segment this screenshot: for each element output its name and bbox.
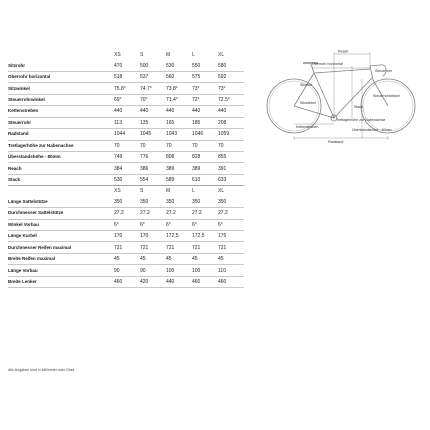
size-header-cell: XL [218,52,225,59]
size-header-cell: XS [114,52,121,59]
row-label: Breite Reifen maximal [8,253,114,264]
row-label: Durchmesser Reifen maximal [8,242,114,253]
row-value: 389 [166,163,192,174]
row-value: 45 [140,253,166,264]
row-value: 721 [140,242,166,253]
diagram-label-steuerrohr: Steuerrohr [375,69,392,73]
row-value: 500 [140,60,166,71]
row-value: 592 [218,71,244,82]
row-value: 208 [218,117,244,128]
row-value: 45 [218,253,244,264]
row-value: 350 [218,197,244,208]
row-value: 27.2 [218,208,244,219]
row-value: 350 [140,197,166,208]
row-value: 72.5° [218,94,244,105]
row-value: 855 [218,151,244,162]
size-header-cell: S [140,188,144,195]
table-row [8,163,244,174]
size-header-cell: L [192,188,195,195]
row-value: 721 [166,242,192,253]
table-row [8,208,244,219]
row-value: 70 [192,140,218,151]
row-value: 75.8° [114,83,140,94]
row-value: 73° [218,83,244,94]
row-label: Tretlagerhöhe zur Nabenachse [8,140,114,151]
size-header-cell: M [166,188,171,195]
row-label: Breite Lenker [8,276,114,287]
row-value: 1044 [114,129,140,140]
size-header-cell: XS [114,188,121,195]
row-label: Länge Kurbel [8,231,114,242]
row-value: 185 [192,117,218,128]
row-label: Durchmesser Sattelstütze [8,208,114,219]
table-row [8,117,244,128]
row-value: 1059 [218,129,244,140]
row-value: 554 [140,174,166,185]
row-value: 386 [140,163,166,174]
table-row [8,129,244,140]
diagram-label-kettenstreben: Kettenstreben [296,125,319,129]
row-value: 6° [166,219,192,230]
top-tube [314,69,370,73]
size-header-cell: S [140,52,144,59]
chain-stay [294,106,334,118]
row-value: 6° [192,219,218,230]
row-value: 808 [166,151,192,162]
row-label: Sitzrohr [8,60,114,71]
row-value: 73.8° [166,83,192,94]
row-value: 633 [218,174,244,185]
row-value: 776 [140,151,166,162]
table-row [8,276,244,287]
geometry-table-body [8,50,244,288]
row-label: Kettenstreben [8,106,114,117]
row-value: 828 [192,151,218,162]
table-row [8,197,244,208]
table-row [8,94,244,105]
row-label: Steuerrohrwinkel [8,94,114,105]
row-value: 721 [192,242,218,253]
row-value: 560 [166,71,192,82]
geometry-table [8,50,244,288]
row-value: 530 [166,60,192,71]
row-label: Reach [8,163,114,174]
footnote: Alle Angaben sind in Millimeter oder Grad. [8,368,76,372]
row-value: 391 [218,163,244,174]
row-value: 460 [114,276,140,287]
row-value: 440 [114,106,140,117]
row-value: 100 [192,265,218,276]
row-value: 27.2 [140,208,166,219]
row-value: 721 [114,242,140,253]
row-value: 69° [114,94,140,105]
row-value: 27.2 [192,208,218,219]
row-value: 45 [192,253,218,264]
row-label: Steuerrohr [8,117,114,128]
row-label: Länge Vorbau [8,265,114,276]
row-value: 170 [140,231,166,242]
row-value: 537 [140,71,166,82]
row-label: Oberrohr horizontal [8,71,114,82]
row-value: 170 [114,231,140,242]
diagram-label-reach: Reach [338,49,349,54]
row-value: 440 [192,106,218,117]
row-value: 350 [114,197,140,208]
row-value: 440 [166,106,192,117]
row-value: 384 [114,163,140,174]
row-value: 389 [192,163,218,174]
row-value: 135 [140,117,166,128]
row-value: 90 [140,265,166,276]
row-label: Winkel Vorbau [8,219,114,230]
row-value: 70 [166,140,192,151]
row-value: 1043 [166,129,192,140]
row-value: 73° [192,83,218,94]
row-value: 70 [218,140,244,151]
row-value: 6° [114,219,140,230]
row-value: 70° [140,94,166,105]
row-value: 172,5 [192,231,218,242]
head-tube [370,66,373,80]
row-value: 721 [218,242,244,253]
table-row [8,242,244,253]
row-value: 420 [140,276,166,287]
diagram-label-stack: Stack [354,105,363,109]
row-value: 350 [166,197,192,208]
table-row [8,151,244,162]
row-value: 6° [140,219,166,230]
diagram-label-sitzwinkel: Sitzwinkel [300,101,316,105]
row-label: Länge Sattelstütze [8,197,114,208]
row-value: 350 [192,197,218,208]
diagram-label-radstand: Radstand [328,140,344,144]
diagram-label-ueberstand: Überstandshöhe - 80mm [352,128,392,132]
diagram-label-sitzrohr: Sitzrohr [300,83,313,87]
size-header-top [8,50,244,60]
row-value: 45 [166,253,192,264]
table-row [8,71,244,82]
table-row [8,83,244,94]
diagram-label-steuerrohrwinkel: Steuerrohrwinkel [373,94,400,98]
row-value: 470 [114,60,140,71]
row-value: 110 [218,265,244,276]
row-value: 589 [166,174,192,185]
size-header-cell: L [192,52,195,59]
row-label: Überstandshöhe - 80mm [8,151,114,162]
table-row [8,106,244,117]
row-value: 45 [114,253,140,264]
size-header-mid [8,186,244,197]
row-value: 6° [218,219,244,230]
down-tube [334,78,372,118]
row-label: Radstand [8,129,114,140]
table-row [8,140,244,151]
row-value: 749 [114,151,140,162]
row-value: 70 [140,140,166,151]
size-header-spacer [8,186,114,197]
row-value: 580 [218,60,244,71]
row-value: 1046 [192,129,218,140]
row-value: 90 [114,265,140,276]
row-value: 610 [192,174,218,185]
row-value: 165 [166,117,192,128]
table-row [8,174,244,185]
size-header-cell: XL [218,188,225,195]
seat-tube [314,73,334,118]
row-value: 575 [192,71,218,82]
bike-geometry-diagram [262,46,426,154]
table-row [8,219,244,230]
row-value: 1045 [140,129,166,140]
row-label: Sitzwinkel [8,83,114,94]
row-value: 172,5 [166,231,192,242]
table-row [8,60,244,71]
table-row [8,253,244,264]
row-value: 74.7° [140,83,166,94]
row-value: 100 [166,265,192,276]
row-label: Stack [8,174,114,185]
row-value: 440 [166,276,192,287]
row-value: 71.4° [166,94,192,105]
table-row [8,231,244,242]
row-value: 113 [114,117,140,128]
row-value: 530 [114,174,140,185]
size-header-cell: M [166,52,171,59]
row-value: 70 [114,140,140,151]
fork [373,80,388,106]
row-value: 72° [192,94,218,105]
diagram-label-tretlager: Tretlagerhöhe zur Nabenachse [336,118,386,122]
row-value: 460 [192,276,218,287]
row-value: 550 [192,60,218,71]
row-value: 440 [218,106,244,117]
row-value: 175 [218,231,244,242]
row-value: 518 [114,71,140,82]
row-value: 27.2 [166,208,192,219]
table-row [8,265,244,276]
row-value: 440 [140,106,166,117]
size-header-spacer [8,50,114,60]
row-value: 460 [218,276,244,287]
diagram-label-oberrohr: Oberrohr horizontal [312,62,343,66]
row-value: 27.2 [114,208,140,219]
